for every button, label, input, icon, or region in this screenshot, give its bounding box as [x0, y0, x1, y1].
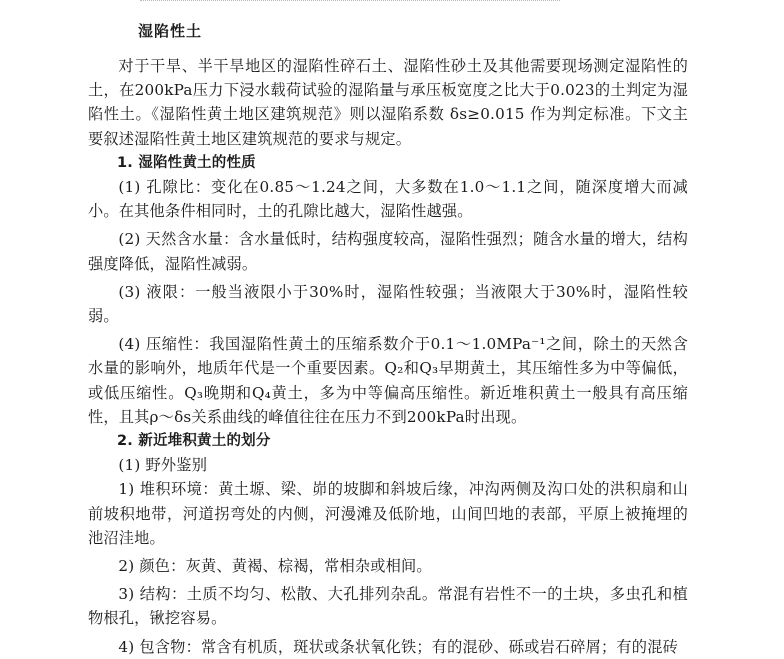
paragraph-color: 2) 颜色：灰黄、黄褐、棕褐，常相杂或相间。	[118, 557, 432, 576]
paragraph-inclusions: 4) 包含物：常含有机质，斑状或条状氧化铁；有的混砂、砾或岩石碎屑；有的混砖	[118, 637, 678, 656]
paragraph-environment: 1) 堆积环境：黄土塬、梁、峁的坡脚和斜坡后缘，冲沟两侧及沟口处的洪积扇和山前坡积地带，河道拐弯处的内侧，河漫滩及低阶地，山间凹地的表部，平原上被掩埋的池沼洼地。	[88, 480, 688, 547]
intro-paragraph: 对于干旱、半干旱地区的湿陷性碎石土、湿陷性砂土及其他需要现场测定湿陷性的土，在200kPa压力下浸水载荷试验的湿陷量与承压板宽度之比大于0.023的土判定为湿陷性土。《湿陷性黄土地区建筑规范》则以湿陷系数 δs≥0.015 作为判定标准。下文主要叙述湿陷性黄土地区建筑规范的要求与规定。	[88, 57, 688, 148]
scan-artifact-line	[140, 0, 560, 4]
section-title: 湿陷性土	[138, 22, 203, 40]
paragraph-field-identification: (1) 野外鉴别	[118, 456, 208, 475]
paragraph-structure: 3) 结构：土质不均匀、松散、大孔排列杂乱。常混有岩性不一的土块，多虫孔和植物根孔，锹挖容易。	[88, 585, 688, 628]
paragraph-void-ratio: (1) 孔隙比：变化在0.85～1.24之间，大多数在1.0～1.1之间，随深度增大而减小。在其他条件相同时，土的孔隙比越大，湿陷性越强。	[88, 178, 688, 221]
paragraph-liquid-limit: (3) 液限：一般当液限小于30%时，湿陷性较强；当液限大于30%时，湿陷性较弱。	[88, 282, 688, 326]
document-body	[88, 54, 688, 659]
subheading-classification: 2. 新近堆积黄土的划分	[117, 433, 271, 450]
subheading-properties: 1. 湿陷性黄土的性质	[117, 154, 256, 171]
paragraph-compressibility: (4) 压缩性：我国湿陷性黄土的压缩系数介于0.1～1.0MPa⁻¹之间，除土的天然含水量的影响外，地质年代是一个重要因素。Q₂和Q₃早期黄土，其压缩性多为中等偏低，或低压缩性。Q₃晚期和Q₄黄土，多为中等偏高压缩性。新近堆积黄土一般具有高压缩性，且其ρ～δs关系曲线的峰值往往在压力不到200kPa时出现。	[88, 335, 688, 426]
paragraph-water-content: (2) 天然含水量：含水量低时，结构强度较高，湿陷性强烈；随含水量的增大，结构强度降低，湿陷性减弱。	[88, 230, 688, 273]
